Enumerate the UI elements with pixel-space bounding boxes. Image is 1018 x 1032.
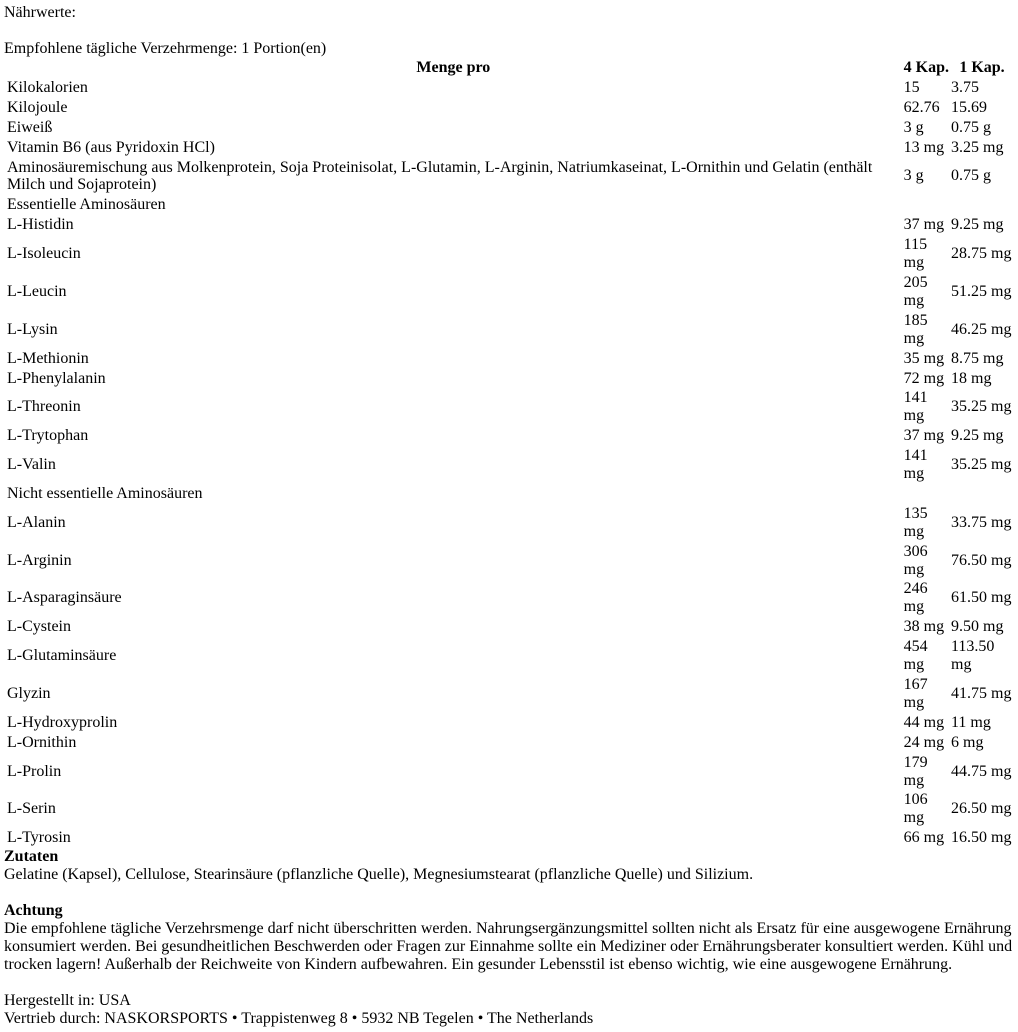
nutrient-row [4,579,1014,617]
nutrient-amount-1kap: 0.75 g [951,167,991,185]
nutrient-label: L-Histidin [7,216,74,234]
manufactured-in: Hergestellt in: USA [4,992,131,1010]
nutrient-row [4,713,1014,733]
nutrient-amount-4kap: 454 mg [903,638,928,674]
nutrient-label: Nicht essentielle Aminosäuren [7,484,203,502]
nutrient-amount-4kap: 72 mg [903,369,945,387]
nutrient-row [4,349,1014,369]
nutrition-table-body [4,78,1014,848]
nutrient-label: L-Methionin [7,349,89,367]
nutrient-amount-1kap: 3.25 mg [951,138,1004,156]
nutrient-amount-4kap [903,484,950,504]
nutrient-amount-4kap: 106 mg [903,791,928,827]
nutrient-amount-4kap: 3 g [903,167,924,185]
nutrient-label: L-Tyrosin [7,829,71,847]
nutrient-row [4,98,1014,118]
nutrient-amount-1kap: 28.75 mg [951,245,1012,263]
nutrient-label: L-Serin [7,800,56,818]
nutrient-amount-4kap [903,195,950,215]
nutrition-table [4,58,1014,848]
nutrient-amount-4kap: 38 mg [903,618,945,636]
nutrient-row [4,215,1014,235]
nutrient-row [4,273,1014,311]
nutrient-amount-4kap: 141 mg [903,447,928,483]
nutrient-amount-1kap: 6 mg [951,733,984,751]
nutrient-amount-1kap: 41.75 mg [951,684,1012,702]
nutrient-label: L-Prolin [7,762,62,780]
nutrient-amount-1kap: 0.75 g [951,118,991,136]
nutrient-label: L-Threonin [7,398,81,416]
nutrient-amount-1kap: 8.75 mg [951,349,1004,367]
nutrient-amount-4kap: 141 mg [903,389,928,425]
nutrient-amount-1kap: 113.50 mg [951,638,995,674]
section-row [4,484,1014,504]
nutrient-amount-4kap: 37 mg [903,427,945,445]
nutrient-row [4,504,1014,542]
nutrient-amount-4kap: 13 mg [903,138,945,156]
nutrient-amount-4kap: 35 mg [903,349,945,367]
nutrient-amount-4kap: 62.76 [903,98,940,116]
nutrient-amount-1kap: 9.50 mg [951,618,1004,636]
nutrient-amount-1kap: 26.50 mg [951,800,1012,818]
nutrient-amount-1kap: 9.25 mg [951,427,1004,445]
nutrient-amount-4kap: 205 mg [903,273,928,309]
nutrient-amount-4kap: 37 mg [903,216,945,234]
nutrient-amount-4kap: 135 mg [903,504,928,540]
nutrient-label: Glyzin [7,684,51,702]
nutrient-label: Kilojoule [7,98,68,116]
nutrient-row [4,78,1014,98]
nutrient-amount-1kap: 51.25 mg [951,282,1012,300]
nutrient-row [4,158,1014,196]
nutrient-label: Vitamin B6 (aus Pyridoxin HCl) [7,138,215,156]
nutrient-amount-1kap [950,484,1014,504]
nutrient-amount-4kap: 167 mg [903,676,928,711]
spacer [4,22,1014,40]
nutrient-amount-4kap: 185 mg [903,311,928,347]
nutrient-amount-1kap: 35.25 mg [951,398,1012,416]
nutrient-label: L-Leucin [7,282,67,300]
nutrient-amount-1kap: 18 mg [951,369,992,387]
nutrient-label: L-Valin [7,456,56,474]
nutrient-row [4,733,1014,753]
nutrient-amount-4kap: 179 mg [903,753,928,789]
nutrition-facts-page [4,4,1014,1028]
column-header-1-capsule: 1 Kap. [959,59,1005,76]
nutrient-row [4,369,1014,389]
nutrient-row [4,637,1014,675]
nutrient-row [4,426,1014,446]
nutrient-row [4,617,1014,637]
nutrient-amount-1kap: 16.50 mg [951,829,1012,847]
nutrient-amount-1kap [950,195,1014,215]
nutrient-label: L-Hydroxyprolin [7,713,118,731]
column-header-4-capsules: 4 Kap. [903,59,949,76]
spacer [4,884,1014,902]
nutrient-amount-1kap: 46.25 mg [951,320,1012,338]
nutrient-amount-1kap: 44.75 mg [951,762,1012,780]
nutrient-label: L-Trytophan [7,427,89,445]
ingredients-heading: Zutaten [4,848,59,866]
nutrient-label: L-Phenylalanin [7,369,106,387]
nutrient-label: L-Alanin [7,513,66,531]
nutrient-row [4,118,1014,138]
nutrient-label: L-Isoleucin [7,245,81,263]
nutrient-label: Eiweiß [7,118,53,136]
section-row [4,195,1014,215]
nutrient-row [4,675,1014,713]
nutrient-amount-4kap: 306 mg [903,542,928,578]
page-title: Nährwerte: [4,4,76,21]
nutrient-amount-1kap: 76.50 mg [951,551,1012,569]
nutrient-amount-4kap: 24 mg [903,733,945,751]
nutrient-label: L-Asparaginsäure [7,589,122,607]
nutrient-amount-1kap: 11 mg [951,713,991,731]
spacer [4,974,1014,992]
nutrient-label: L-Cystein [7,618,71,636]
nutrient-amount-4kap: 44 mg [903,713,945,731]
nutrient-row [4,828,1014,848]
nutrient-amount-1kap: 35.25 mg [951,456,1012,474]
nutrient-row [4,235,1014,273]
distributor: Vertrieb durch: NASKORSPORTS • Trappistenweg 8 • 5932 NB Tegelen • The Netherlands [4,1010,594,1028]
nutrient-amount-1kap: 33.75 mg [951,513,1012,531]
nutrient-label: Aminosäuremischung aus Molkenprotein, Soja Proteinisolat, L-Glutamin, L-Arginin, Natriumkaseinat, L-Ornithin und Gelatin (enthält Milch und Sojaprotein) [7,158,873,194]
nutrient-row [4,388,1014,426]
nutrient-amount-1kap: 9.25 mg [951,216,1004,234]
nutrient-row [4,790,1014,828]
warning-heading: Achtung [4,902,63,920]
warning-text: Die empfohlene tägliche Verzehrsmenge darf nicht überschritten werden. Nahrungsergänzungsmittel sollten nicht als Ersatz für eine ausgewogene Ernährung konsumiert werden. Bei gesundheitlichen Beschwerden oder Fragen zur Einnahme sollte ein Mediziner oder Ernährungsberater konsultiert werden. Kühl und trocken lagern! Außerhalb der Reichweite von Kindern aufbewahren. Ein gesunder Lebensstil ist ebenso wichtig, wie eine ausgewogene Ernährung. [4,920,1013,974]
nutrient-amount-4kap: 3 g [903,118,924,136]
nutrient-row [4,311,1014,349]
nutrient-row [4,542,1014,580]
nutrient-label: L-Ornithin [7,733,77,751]
nutrient-amount-1kap: 61.50 mg [951,589,1012,607]
nutrient-amount-4kap: 246 mg [903,580,928,616]
nutrient-row [4,446,1014,484]
nutrient-amount-1kap: 15.69 [951,98,987,116]
nutrient-label: L-Glutaminsäure [7,647,117,665]
nutrient-label: L-Lysin [7,320,58,338]
nutrient-row [4,753,1014,791]
ingredients-text: Gelatine (Kapsel), Cellulose, Stearinsäure (pflanzliche Quelle), Megnesiumstearat (pflanzliche Quelle) und Silizium. [4,866,754,884]
nutrient-amount-4kap: 15 [903,78,920,96]
nutrient-label: Essentielle Aminosäuren [7,196,166,214]
nutrient-amount-1kap: 3.75 [951,78,979,96]
serving-recommendation: Empfohlene tägliche Verzehrmenge: 1 Portion(en) [4,40,327,57]
nutrient-label: Kilokalorien [7,78,88,96]
nutrient-amount-4kap: 66 mg [903,829,945,847]
nutrient-label: L-Arginin [7,551,72,569]
column-header-amount-per: Menge pro [416,59,491,76]
table-header-row [4,58,1014,78]
nutrient-amount-4kap: 115 mg [903,236,928,272]
nutrient-row [4,138,1014,158]
